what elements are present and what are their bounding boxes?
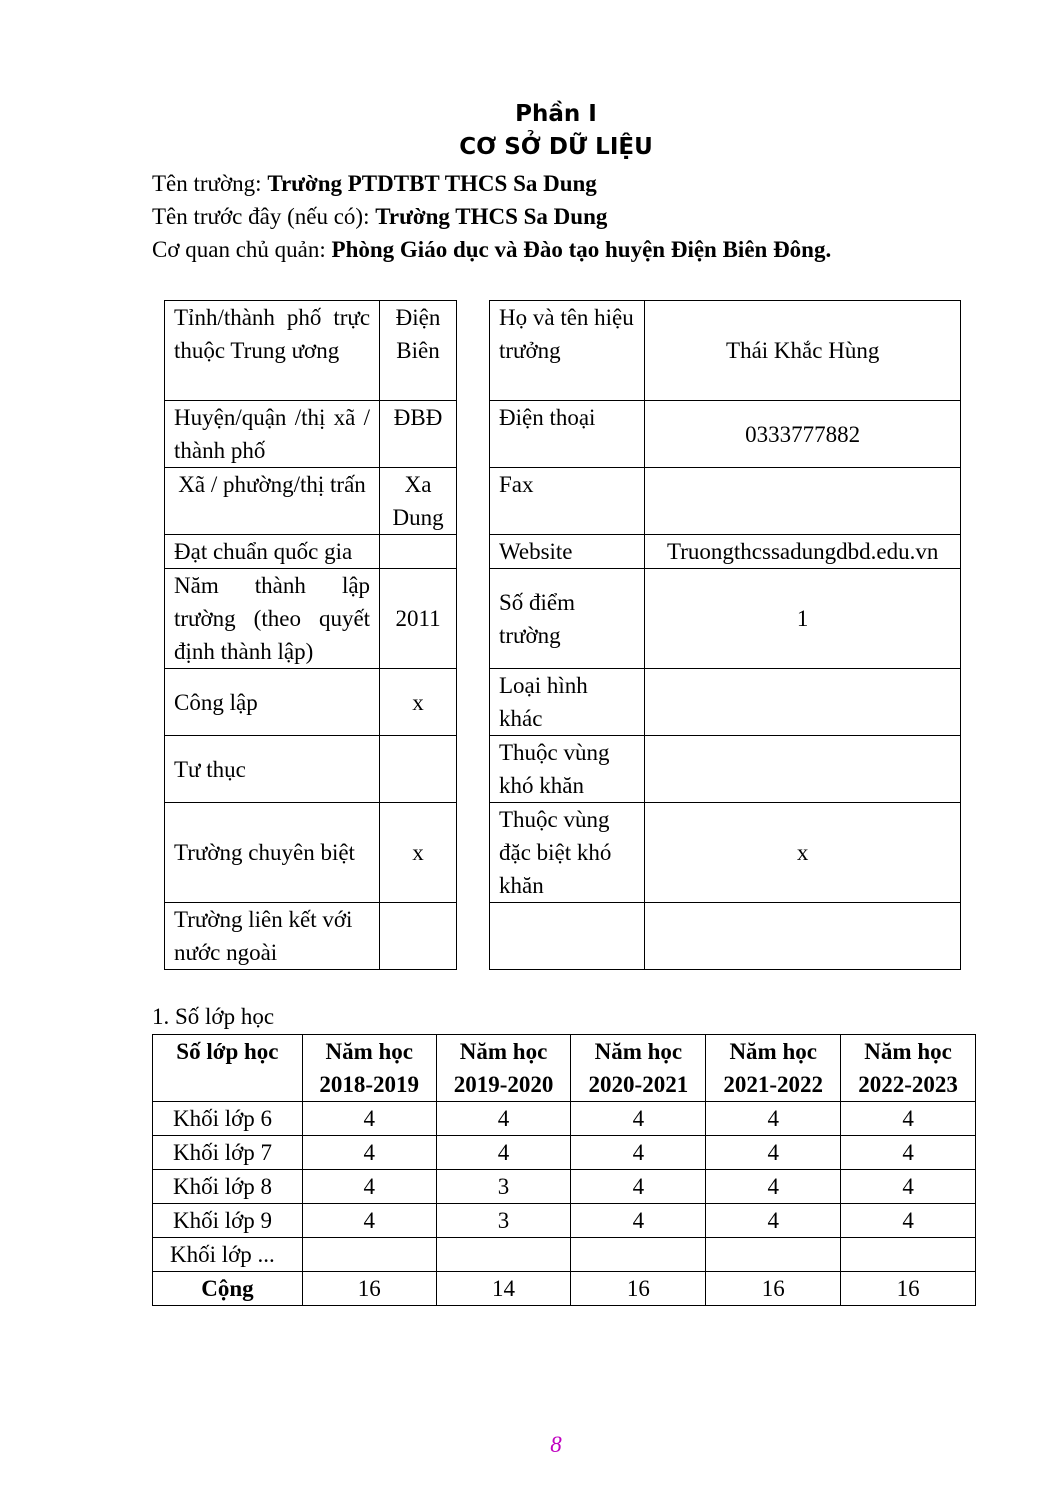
foreign-link-label: Trường liên kết với nước ngoài	[165, 903, 380, 970]
table-row	[490, 736, 961, 803]
col-header-year: Năm học 2020-2021	[571, 1035, 706, 1102]
section-heading: 1. Số lớp học	[152, 1004, 275, 1029]
table-total-row	[153, 1272, 976, 1306]
table-row	[490, 401, 961, 468]
campus-count-label: Số điểm trường	[490, 569, 645, 669]
table-row	[153, 1136, 976, 1170]
table-row	[490, 803, 961, 903]
cell-value: 4	[841, 1170, 976, 1204]
col-header-year: Năm học 2021-2022	[706, 1035, 841, 1102]
cell-value: 3	[436, 1170, 571, 1204]
school-name-label: Tên trường:	[152, 171, 268, 196]
agency-line	[152, 233, 831, 266]
school-contact-table	[489, 300, 961, 970]
extreme-difficult-label: Thuộc vùng đặc biệt khó khăn	[490, 803, 645, 903]
table-row	[490, 301, 961, 401]
fax-value	[645, 468, 961, 535]
table-row	[165, 736, 457, 803]
page-title: CƠ SỞ DỮ LIỆU	[459, 134, 653, 160]
total-value: 14	[436, 1272, 571, 1306]
table-row	[153, 1238, 976, 1272]
private-value	[380, 736, 457, 803]
table-row	[165, 803, 457, 903]
commune-value: Xa Dung	[380, 468, 457, 535]
cell-value: 4	[706, 1170, 841, 1204]
col-header-year: Năm học 2018-2019	[302, 1035, 436, 1102]
cell-value: 4	[436, 1136, 571, 1170]
foreign-link-value	[380, 903, 457, 970]
cell-value	[841, 1238, 976, 1272]
table-row	[490, 569, 961, 669]
total-value: 16	[571, 1272, 706, 1306]
private-label: Tư thục	[165, 736, 380, 803]
table-row	[165, 468, 457, 535]
table-row	[165, 569, 457, 669]
cell-value	[571, 1238, 706, 1272]
total-value: 16	[706, 1272, 841, 1306]
website-label: Website	[490, 535, 645, 569]
cell-value: 4	[841, 1136, 976, 1170]
cell-value: 4	[302, 1136, 436, 1170]
cell-value: 4	[571, 1204, 706, 1238]
table-row	[165, 401, 457, 468]
row-label: Khối lớp 8	[153, 1170, 303, 1204]
cell-value: 4	[302, 1170, 436, 1204]
former-name-value: Trường THCS Sa Dung	[375, 204, 608, 229]
cell-value: 4	[841, 1204, 976, 1238]
cell-value: 4	[706, 1136, 841, 1170]
col-header-year: Năm học 2019-2020	[436, 1035, 571, 1102]
row-label: Khối lớp 7	[153, 1136, 303, 1170]
phone-value: 0333777882	[645, 401, 961, 468]
total-value: 16	[302, 1272, 436, 1306]
table-row	[165, 903, 457, 970]
principal-label: Họ và tên hiệu trưởng	[490, 301, 645, 401]
empty-cell	[645, 903, 961, 970]
cell-value	[706, 1238, 841, 1272]
cell-value: 4	[571, 1136, 706, 1170]
school-location-table	[164, 300, 457, 970]
district-label: Huyện/quận /thị xã / thành phố	[165, 401, 380, 468]
agency-value: Phòng Giáo dục và Đào tạo huyện Điện Biên Đông.	[331, 237, 832, 262]
table-row	[490, 903, 961, 970]
table-row	[490, 535, 961, 569]
founding-year-value: 2011	[380, 569, 457, 669]
national-standard-label: Đạt chuẩn quốc gia	[165, 535, 380, 569]
table-row	[165, 535, 457, 569]
specialized-value: x	[380, 803, 457, 903]
page-number: 8	[550, 1432, 562, 1457]
table-header-row	[153, 1035, 976, 1102]
col-header-classes: Số lớp học	[153, 1035, 303, 1102]
national-standard-value	[380, 535, 457, 569]
table-row	[153, 1102, 976, 1136]
fax-label: Fax	[490, 468, 645, 535]
cell-value: 4	[706, 1204, 841, 1238]
difficult-area-label: Thuộc vùng khó khăn	[490, 736, 645, 803]
other-type-label: Loại hình khác	[490, 669, 645, 736]
total-label: Cộng	[153, 1272, 303, 1306]
table-row	[165, 301, 457, 401]
commune-label: Xã / phường/thị trấn	[165, 468, 380, 535]
table-row	[490, 669, 961, 736]
principal-value: Thái Khắc Hùng	[645, 301, 961, 401]
cell-value: 4	[571, 1170, 706, 1204]
table-row	[165, 669, 457, 736]
row-label: Khối lớp 9	[153, 1204, 303, 1238]
former-name-line	[152, 200, 607, 233]
former-name-label: Tên trước đây (nếu có):	[152, 204, 376, 229]
website-value: Truongthcssadungdbd.edu.vn	[645, 535, 961, 569]
table-row	[153, 1170, 976, 1204]
founding-year-label: Năm thành lập trường (theo quyết định thành lập)	[165, 569, 380, 669]
col-header-year: Năm học 2022-2023	[841, 1035, 976, 1102]
public-value: x	[380, 669, 457, 736]
total-value: 16	[841, 1272, 976, 1306]
campus-count-value: 1	[645, 569, 961, 669]
part-heading: Phần I	[515, 101, 597, 127]
table-row	[490, 468, 961, 535]
cell-value	[302, 1238, 436, 1272]
district-value: ĐBĐ	[380, 401, 457, 468]
specialized-label: Trường chuyên biệt	[165, 803, 380, 903]
cell-value: 4	[302, 1102, 436, 1136]
phone-label: Điện thoại	[490, 401, 645, 468]
cell-value: 4	[841, 1102, 976, 1136]
cell-value: 4	[436, 1102, 571, 1136]
public-label: Công lập	[165, 669, 380, 736]
extreme-difficult-value: x	[645, 803, 961, 903]
cell-value: 4	[571, 1102, 706, 1136]
province-label: Tỉnh/thành phố trực thuộc Trung ương	[165, 301, 380, 401]
province-value: Điện Biên	[380, 301, 457, 401]
class-count-table	[152, 1034, 976, 1306]
cell-value: 4	[302, 1204, 436, 1238]
empty-cell	[490, 903, 645, 970]
school-name-line	[152, 167, 597, 200]
difficult-area-value	[645, 736, 961, 803]
cell-value: 4	[706, 1102, 841, 1136]
row-label: Khối lớp 6	[153, 1102, 303, 1136]
row-label: Khối lớp ...	[153, 1238, 303, 1272]
other-type-value	[645, 669, 961, 736]
table-row	[153, 1204, 976, 1238]
cell-value	[436, 1238, 571, 1272]
school-name-value: Trường PTDTBT THCS Sa Dung	[267, 171, 597, 196]
agency-label: Cơ quan chủ quản:	[152, 237, 332, 262]
cell-value: 3	[436, 1204, 571, 1238]
